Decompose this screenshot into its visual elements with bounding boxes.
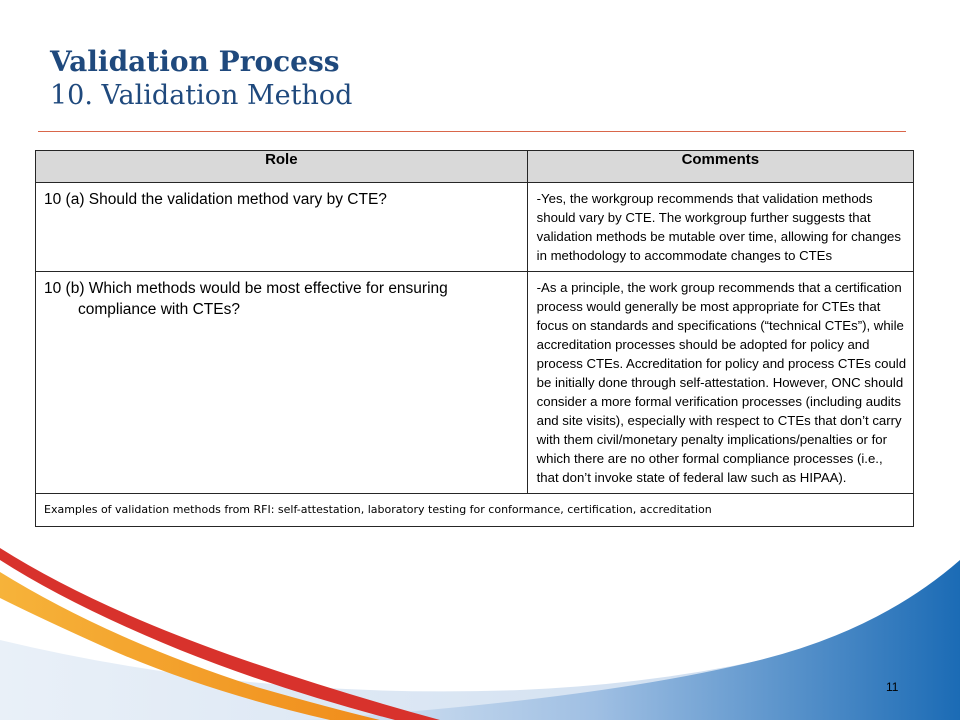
- role-cell: [36, 272, 528, 494]
- table-footer-row: [36, 494, 914, 527]
- page-number: 11: [886, 680, 899, 694]
- column-header-role: Role: [36, 151, 528, 183]
- title-divider: [38, 131, 906, 132]
- validation-table: [35, 150, 914, 527]
- role-text: 10 (a) Should the validation method vary by CTE?: [44, 191, 387, 208]
- comment-cell: -As a principle, the work group recommends that a certification process would generally be most appropriate for CTEs that focus on standards and specifications (“technical CTEs”), while accreditation processes should be adopted for policy and process CTEs. Accreditation for policy and process CTEs could be initially done through self-attestation. However, ONC should consider a more formal verification processes (including audits and site visits), especially with respect to CTEs that don’t carry with them civil/monetary penalty implications/penalties or for which there are no other formal compliance processes (i.e., that don’t invoke state of federal law such as HIPAA).: [527, 272, 913, 494]
- table-header-row: [36, 151, 914, 183]
- comment-cell: -Yes, the workgroup recommends that validation methods should vary by CTE. The workgroup further suggests that validation methods be mutable over time, allowing for changes in methodology to accommodate changes to CTEs: [527, 183, 913, 272]
- role-text: 10 (b) Which methods would be most effective for ensuring compliance with CTEs?: [44, 280, 448, 318]
- role-cell: [36, 183, 528, 272]
- table-row: [36, 183, 914, 272]
- slide-title: Validation Process: [50, 45, 340, 78]
- footer-note: Examples of validation methods from RFI: self-attestation, laboratory testing for conformance, certification, accreditation: [36, 494, 914, 527]
- table-row: [36, 272, 914, 494]
- title-block: [50, 45, 352, 113]
- slide-subtitle: 10. Validation Method: [50, 80, 353, 111]
- column-header-comments: Comments: [527, 151, 913, 183]
